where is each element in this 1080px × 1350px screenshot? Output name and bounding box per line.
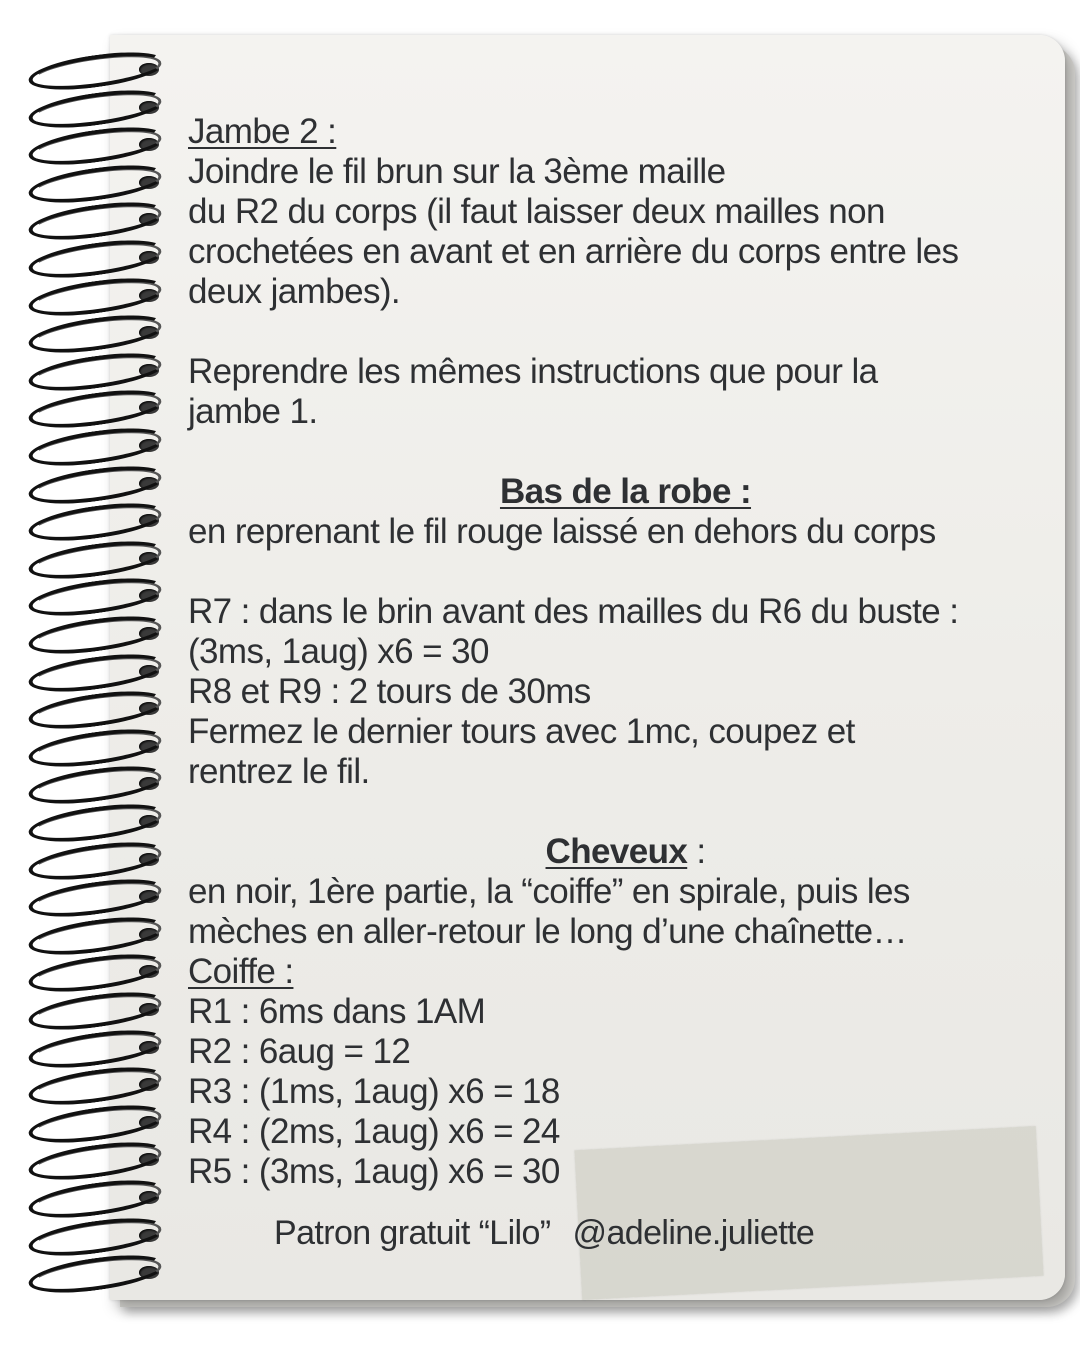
text-line: en reprenant le fil rouge laissé en dehors du corps [188, 512, 936, 551]
row-instruction: R3 : (1ms, 1aug) x6 = 18 [188, 1072, 560, 1111]
text-line: en noir, 1ère partie, la “coiffe” en spirale, puis les [188, 872, 910, 911]
heading-bas-de-la-robe-label: Bas de la robe : [499, 472, 752, 511]
row-instruction: R4 : (2ms, 1aug) x6 = 24 [188, 1112, 560, 1151]
pattern-label: Patron gratuit “Lilo” [274, 1214, 551, 1252]
row-instruction: R1 : 6ms dans 1AM [188, 992, 486, 1031]
text-line: crochetées en avant et en arrière du corps entre les [188, 232, 959, 271]
text-line: rentrez le fil. [188, 752, 370, 791]
heading-coiffe: Coiffe : [188, 952, 294, 991]
text-line: deux jambes). [188, 272, 401, 311]
heading-cheveux-label: Cheveux [545, 832, 688, 871]
spacer [188, 312, 1063, 352]
spacer [188, 552, 1063, 592]
heading-cheveux-colon: : [687, 832, 706, 871]
pattern-text [188, 112, 1063, 1192]
heading-bas-de-la-robe [188, 472, 1063, 512]
text-line: Fermez le dernier tours avec 1mc, coupez et [188, 712, 855, 751]
row-instruction: R2 : 6aug = 12 [188, 1032, 411, 1071]
text-line: R7 : dans le brin avant des mailles du R6 du buste : [188, 592, 959, 631]
spacer [188, 432, 1063, 472]
footer-credit [274, 1214, 814, 1253]
text-line: jambe 1. [188, 392, 318, 431]
text-line: mèches en aller-retour le long d’une chaînette… [188, 912, 907, 951]
text-line: Joindre le fil brun sur la 3ème maille [188, 152, 726, 191]
text-line: R8 et R9 : 2 tours de 30ms [188, 672, 591, 711]
heading-cheveux [188, 832, 1063, 872]
text-line: (3ms, 1aug) x6 = 30 [188, 632, 489, 671]
author-handle: @adeline.juliette [572, 1214, 815, 1252]
text-line: du R2 du corps (il faut laisser deux mailles non [188, 192, 885, 231]
heading-jambe-2: Jambe 2 : [188, 112, 337, 151]
spacer [188, 792, 1063, 832]
text-line: Reprendre les mêmes instructions que pour la [188, 352, 878, 391]
row-instruction: R5 : (3ms, 1aug) x6 = 30 [188, 1152, 560, 1191]
